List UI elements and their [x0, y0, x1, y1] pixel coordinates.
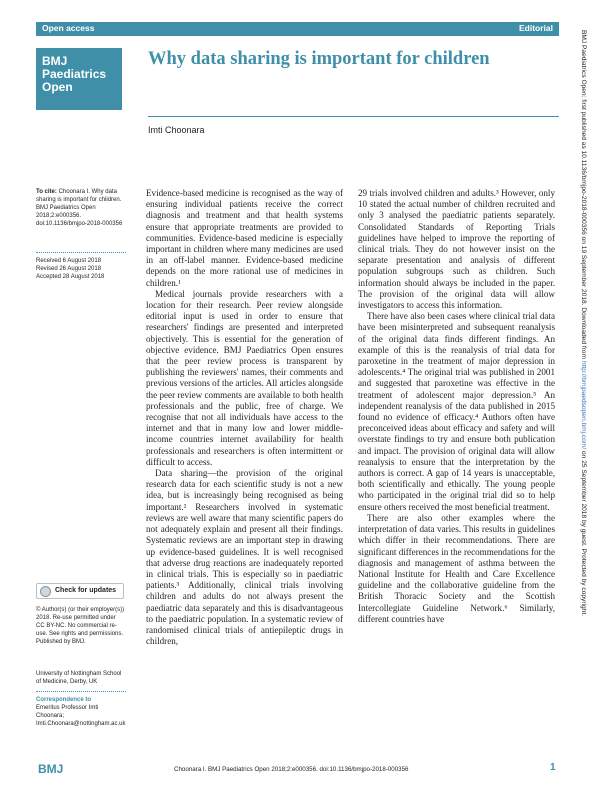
footer-brand: BMJ	[38, 762, 64, 776]
article-type-label: Editorial	[518, 23, 553, 33]
affiliation-block	[36, 670, 126, 686]
journal-link[interactable]: http://bmjpaedsopen.bmj.com/	[580, 360, 587, 450]
page-number: 1	[550, 762, 556, 773]
license-block	[36, 606, 126, 646]
download-watermark	[575, 30, 587, 770]
received-date: Received 6 August 2018	[36, 258, 102, 264]
affiliation-text: University of Nottingham School of Medicine, Derby, UK	[36, 671, 122, 685]
article-title: Why data sharing is important for children	[148, 49, 490, 69]
check-for-updates-label: Check for updates	[55, 587, 117, 594]
title-divider	[148, 116, 559, 117]
watermark-text-1: BMJ Paediatrics Open: first published as 10.1136/bmjpo-2018-000356 on 19 September 2018. Downloaded from	[580, 30, 587, 361]
dates-block	[36, 257, 126, 281]
author-name: Imti Choonara	[148, 125, 205, 135]
logo-line-1: BMJ	[42, 54, 68, 68]
paragraph: 29 trials involved children and adults.³ However, only 10 stated the actual number of children recruited and only 3 analysed the paediatric patients separately. Consolidated Standards of Reporting Trials guidelines have helped to improve the reporting of clinical trials. They do not however insist on the separate presentation and analysis of different population subgroups such as children. Such information should always be included in the paper. The provision of the original data will allow investigators to access this information.	[358, 188, 555, 311]
body-column-right	[358, 188, 555, 625]
open-access-label: Open access	[42, 23, 95, 33]
paragraph: There have also been cases where clinical trial data have been misinterpreted and subsequent reanalysis of the original data finds different findings. An example of this is the reanalysis of trial data for paroxetine in the treatment of major depression in adolescents.⁴ The original trial was published in 2001 and suggested that paroxetine was effective in the treatment of adolescent major depression.⁵ An independent reanalysis of the data published in 2015 found no evidence of efficacy.⁴ Authors often have preconceived ideas about efficacy and safety and will overstate findings to try and ensure both publication and impact. The provision of original data will allow reanalysis to ensure that the interpretation by the authors is correct. A gap of 14 years is unacceptable, both scientifically and ethically. The young people who participated in the original trial did so to help ensure others received the most beneficial treatment.	[358, 311, 555, 512]
citation-block	[36, 188, 126, 228]
update-badge-icon	[40, 586, 51, 597]
correspondence-label: Correspondence to	[36, 697, 92, 703]
paragraph: There are also other examples where the interpretation of data varies. This results in guidelines which differ in their recommendations. There are significant differences in the recommendations for the diagnosis and management of asthma between the National Institute for Health and Care Excellence guideline and the collaborative guideline from the British Thoracic Society and the Scottish Intercollegiate Guideline Network.⁶ Similarly, different countries have	[358, 512, 555, 624]
license-text: © Author(s) (or their employer(s)) 2018. Re-use permitted under CC BY-NC. No commercial re-use. See rights and permissions. Published by BMJ.	[36, 607, 125, 645]
logo-line-3: Open	[42, 80, 73, 94]
paragraph: Data sharing—the provision of the original research data for each scientific study is not a new idea, but is increasingly being recognised as being important.² Researchers involved in systematic reviews are well aware that many scientific papers do not adequately explain and present all their findings. Systematic reviews are an important step in drawing up evidence-based guidelines. It is well recognised that adverse drug reactions are inadequately reported in clinical trials. This is especially so in paediatric patients.³ Additionally, clinical trials involving children and adults do not always present the paediatric data separately and this is disadvantageous to the paediatric population. In a systematic review of randomised clinical trials of antiepileptic drugs in children,	[146, 468, 343, 647]
sidebar-divider-2	[36, 691, 126, 692]
footer-citation: Choonara I. BMJ Paediatrics Open 2018;2:e000356. doi:10.1136/bmjpo-2018-000356	[174, 766, 409, 773]
revised-date: Revised 26 August 2018	[36, 266, 102, 272]
cite-label: To cite:	[36, 189, 57, 195]
paragraph: Evidence-based medicine is recognised as the way of ensuring individual patients receive the correct diagnosis and treatment and that health systems ensure that appropriate treatments are provided to communities. Evidence-based medicine is especially important in children where many medicines are used in an off-label manner. Evidence-based medicine depends on the more rational use of medicines in children.¹	[146, 188, 343, 288]
journal-logo	[36, 48, 122, 110]
check-for-updates-button[interactable]	[36, 583, 124, 599]
body-column-left	[146, 188, 343, 647]
cite-text: Choonara I. Why data sharing is important for children. BMJ Paediatrics Open 2018;2:e000356. doi:10.1136/bmjpo-2018-000356	[36, 189, 123, 227]
correspondence-text: Emeritus Professor Imti Choonara; Imti.Choonara@nottingham.ac.uk	[36, 705, 126, 727]
page-footer	[0, 761, 595, 779]
logo-line-2: Paediatrics	[42, 67, 107, 81]
sidebar-divider	[36, 252, 126, 253]
paragraph: Medical journals provide researchers with a location for their research. Peer review alongside editorial input is used in order to ensure that researchers' findings are presented and interpreted objectively. This is essential for the generation of objective evidence. BMJ Paediatrics Open ensures that the peer review process is transparent by publishing the reviewers' names, their comments and previous versions of the articles. All articles alongside the peer review comments are available to both health professionals and the public, free of charge. We recognise that not all individuals have access to the internet and that in many low and lower middle-income countries internet availability for health professionals and researchers is often intermittent or difficult to access.	[146, 288, 343, 467]
correspondence-block	[36, 696, 126, 728]
accepted-date: Accepted 28 August 2018	[36, 274, 105, 280]
watermark-text-2: on 25 September 2018 by guest. Protected by copyright.	[580, 449, 587, 616]
top-banner	[36, 22, 559, 36]
